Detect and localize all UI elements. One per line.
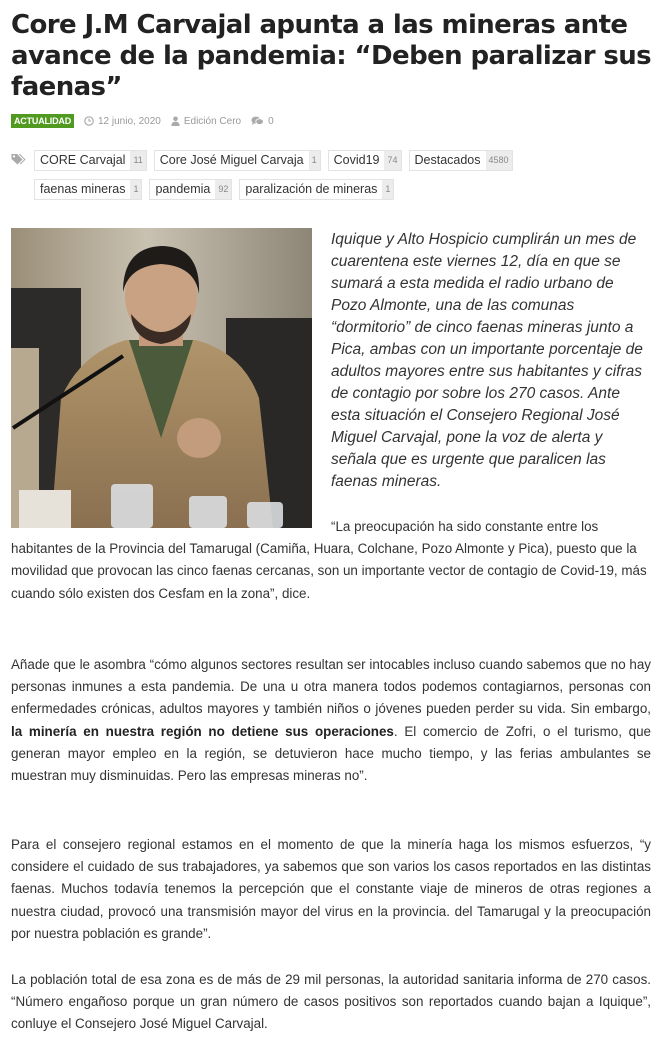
meta-author[interactable]: [171, 116, 241, 127]
tag-label[interactable]: Core José Miguel Carvaja: [155, 151, 309, 170]
tag-item[interactable]: [409, 150, 513, 171]
tag-count: 4580: [486, 151, 512, 170]
article-author[interactable]: Edición Cero: [183, 115, 242, 127]
tag-count: 92: [215, 180, 231, 199]
tag-count: 1: [130, 180, 141, 199]
comments-count[interactable]: 0: [268, 115, 274, 127]
article-meta: [11, 113, 274, 129]
tag-label[interactable]: faenas mineras: [35, 180, 130, 199]
tag-label[interactable]: pandemia: [150, 180, 215, 199]
clock-icon: [84, 116, 94, 126]
category-badge[interactable]: ACTUALIDAD: [11, 114, 74, 128]
tags-icon: [11, 153, 27, 166]
tag-label[interactable]: Destacados: [410, 151, 486, 170]
tag-label[interactable]: CORE Carvajal: [35, 151, 130, 170]
meta-comments[interactable]: [251, 116, 274, 127]
tag-item[interactable]: [328, 150, 402, 171]
article-lead: Iquique y Alto Hospicio cumplirán un mes de cuarentena este viernes 12, día en que se sumará a esta medida el radio urbano de Pozo Almonte, una de las comunas “dormitorio” de cinco faenas mineras junto a Pica, ambas con un importante porcentaje de adultos mayores entre sus habitantes y cifras de contagio por sobre los 270 casos. Ante esta situación el Consejero Regional José Miguel Carvajal, pone la voz de alerta y señala que es urgente que paralicen las faenas mineras.: [331, 231, 643, 490]
paragraph-2: [11, 654, 651, 787]
tag-list: [34, 150, 520, 171]
paragraph-2-part-2: . El comercio de Zofri, o el turismo, que generan mayor empleo en la región, se detuvieron hace mucho tiempo, y las ferias ambulantes se muestran muy disminuidas. Pero las empresas mineras no”.: [11, 723, 651, 784]
article-date: 12 junio, 2020: [98, 115, 161, 127]
user-icon: [171, 116, 180, 126]
paragraph-4: La población total de esa zona es de más de 29 mil personas, la autoridad sanitaria informa de 270 casos. “Número engañoso porque un gran número de casos positivos son reportados cuando bajan a Iquique”, conluye el Consejero José Miguel Carvajal.: [11, 972, 651, 1032]
tag-item[interactable]: [34, 179, 142, 200]
paragraph-3: Para el consejero regional estamos en el momento de que la minería haga los mismos esfuerzos, “y considere el cuidado de sus trabajadores, ya sabemos que son varios los casos reportados en las distintas faenas. Muchos todavía tenemos la percepción que el constante viaje de mineros de otras regiones a nuestra ciudad, provocó una transmisión mayor del virus en la provincia. del Tamarugal y la preocupación por nuestra población es grande”.: [11, 837, 651, 941]
tag-count: 74: [384, 151, 400, 170]
tag-label[interactable]: paralización de mineras: [240, 180, 382, 199]
comments-icon: [251, 116, 264, 126]
tag-item[interactable]: [149, 179, 232, 200]
article-photo: [11, 228, 312, 528]
paragraph-2-highlight: la minería en nuestra región no detiene sus operaciones: [11, 723, 394, 739]
article-title: Core J.M Carvajal apunta a las mineras ante avance de la pandemia: “Deben paralizar sus faenas”: [11, 10, 652, 102]
tag-count: 1: [382, 180, 393, 199]
paragraph-2-part-1: Añade que le asombra “cómo algunos sectores resultan ser intocables incluso cuando sabemos que no hay personas inmunes a esta pandemia. De una u otra manera todos podemos contagiarnos, personas con enfermedades crónicas, adultos mayores y también niños o jóvenes pueden perder su vida. Sin embargo,: [11, 657, 651, 717]
tag-item[interactable]: [154, 150, 321, 171]
meta-date: [84, 116, 161, 127]
tag-item[interactable]: [34, 150, 147, 171]
tag-count: 11: [130, 151, 145, 170]
tag-label[interactable]: Covid19: [329, 151, 385, 170]
tag-count: 1: [309, 151, 320, 170]
tag-item[interactable]: [239, 179, 394, 200]
paragraph-1: “La preocupación ha sido constante entre los habitantes de la Provincia del Tamarugal (Camiña, Huara, Colchane, Pozo Almonte y Pica), puesto que la movilidad que provocan las cinco faenas cercanas, son un importante vector de contagio de Covid-19, más cuando sólo existen dos Cesfam en la zona”, dice.: [11, 519, 647, 601]
tag-list-row-2: [34, 179, 401, 200]
